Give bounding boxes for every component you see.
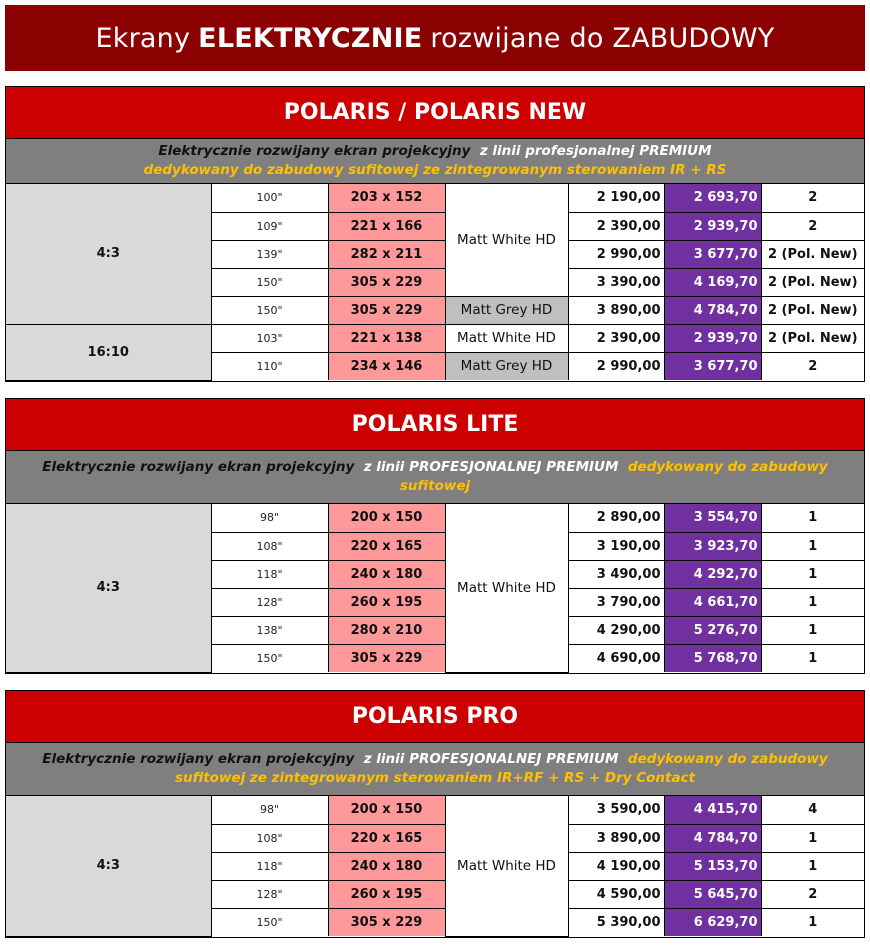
- page-banner: [5, 5, 865, 71]
- net-price-cell: 2 190,00: [568, 184, 664, 212]
- table-row: [6, 324, 864, 352]
- section-title: POLARIS LITE: [6, 399, 864, 451]
- diagonal-cell: 100": [211, 184, 328, 212]
- dimension-cell: 203 x 152: [328, 184, 445, 212]
- stock-cell: 2 (Pol. New): [761, 324, 864, 352]
- dimension-cell: 221 x 166: [328, 212, 445, 240]
- material-cell: Matt White HD: [445, 184, 568, 296]
- banner-text-pre: Ekrany: [95, 22, 191, 54]
- desc-white-text: z linii PROFESJONALNEJ PREMIUM: [363, 459, 619, 475]
- stock-cell: 2 (Pol. New): [761, 268, 864, 296]
- material-cell: Matt Grey HD: [445, 296, 568, 324]
- net-price-cell: 3 790,00: [568, 588, 664, 616]
- stock-cell: 2 (Pol. New): [761, 296, 864, 324]
- net-price-cell: 3 490,00: [568, 560, 664, 588]
- desc-white-text: z linii PROFESJONALNEJ PREMIUM: [363, 751, 619, 767]
- material-cell: Matt White HD: [445, 796, 568, 936]
- dimension-cell: 280 x 210: [328, 616, 445, 644]
- section-description: [6, 139, 864, 184]
- material-cell: Matt White HD: [445, 324, 568, 352]
- dimension-cell: 260 x 195: [328, 588, 445, 616]
- desc-black-text: Elektrycznie rozwijany ekran projekcyjny: [42, 751, 355, 767]
- net-price-cell: 3 390,00: [568, 268, 664, 296]
- diagonal-cell: 98": [211, 796, 328, 824]
- desc-yellow-text: dedykowany do zabudowy: [627, 459, 828, 475]
- dimension-cell: 305 x 229: [328, 644, 445, 672]
- net-price-cell: 3 890,00: [568, 824, 664, 852]
- material-cell: Matt White HD: [445, 504, 568, 672]
- dimension-cell: 221 x 138: [328, 324, 445, 352]
- net-price-cell: 2 990,00: [568, 352, 664, 380]
- stock-cell: 2: [761, 880, 864, 908]
- dimension-cell: 282 x 211: [328, 240, 445, 268]
- diagonal-cell: 150": [211, 296, 328, 324]
- gross-price-cell: 4 784,70: [664, 296, 761, 324]
- gross-price-cell: 3 554,70: [664, 504, 761, 532]
- diagonal-cell: 150": [211, 908, 328, 936]
- stock-cell: 4: [761, 796, 864, 824]
- gross-price-cell: 6 629,70: [664, 908, 761, 936]
- section-description: [6, 743, 864, 796]
- stock-cell: 2: [761, 352, 864, 380]
- stock-cell: 1: [761, 588, 864, 616]
- net-price-cell: 2 990,00: [568, 240, 664, 268]
- diagonal-cell: 128": [211, 880, 328, 908]
- desc-yellow-text: sufitowej: [399, 478, 471, 494]
- dimension-cell: 220 x 165: [328, 824, 445, 852]
- gross-price-cell: 5 768,70: [664, 644, 761, 672]
- diagonal-cell: 103": [211, 324, 328, 352]
- stock-cell: 2 (Pol. New): [761, 240, 864, 268]
- stock-cell: 2: [761, 212, 864, 240]
- dimension-cell: 260 x 195: [328, 880, 445, 908]
- net-price-cell: 2 390,00: [568, 212, 664, 240]
- diagonal-cell: 139": [211, 240, 328, 268]
- gross-price-cell: 5 645,70: [664, 880, 761, 908]
- aspect-ratio-cell: 4:3: [6, 184, 211, 324]
- gross-price-cell: 4 292,70: [664, 560, 761, 588]
- dimension-cell: 305 x 229: [328, 908, 445, 936]
- desc-white-text: z linii profesjonalnej PREMIUM: [479, 143, 712, 159]
- aspect-ratio-cell: 4:3: [6, 796, 211, 936]
- desc-yellow-text: sufitowej ze zintegrowanym sterowaniem IR+RF + RS + Dry Contact: [174, 770, 696, 786]
- gross-price-cell: 4 784,70: [664, 824, 761, 852]
- stock-cell: 1: [761, 616, 864, 644]
- gross-price-cell: 4 415,70: [664, 796, 761, 824]
- stock-cell: 1: [761, 852, 864, 880]
- net-price-cell: 2 890,00: [568, 504, 664, 532]
- dimension-cell: 234 x 146: [328, 352, 445, 380]
- price-table: [6, 184, 864, 381]
- price-table: [6, 504, 864, 673]
- net-price-cell: 4 190,00: [568, 852, 664, 880]
- diagonal-cell: 150": [211, 644, 328, 672]
- stock-cell: 1: [761, 824, 864, 852]
- section-polaris: [5, 86, 865, 382]
- diagonal-cell: 109": [211, 212, 328, 240]
- net-price-cell: 3 190,00: [568, 532, 664, 560]
- net-price-cell: 2 390,00: [568, 324, 664, 352]
- gross-price-cell: 4 169,70: [664, 268, 761, 296]
- section-description: [6, 451, 864, 504]
- stock-cell: 1: [761, 532, 864, 560]
- aspect-ratio-cell: 16:10: [6, 324, 211, 380]
- section-title: POLARIS PRO: [6, 691, 864, 743]
- diagonal-cell: 108": [211, 824, 328, 852]
- net-price-cell: 4 590,00: [568, 880, 664, 908]
- stock-cell: 1: [761, 560, 864, 588]
- dimension-cell: 200 x 150: [328, 504, 445, 532]
- net-price-cell: 5 390,00: [568, 908, 664, 936]
- diagonal-cell: 118": [211, 852, 328, 880]
- dimension-cell: 200 x 150: [328, 796, 445, 824]
- stock-cell: 2: [761, 184, 864, 212]
- diagonal-cell: 150": [211, 268, 328, 296]
- dimension-cell: 240 x 180: [328, 852, 445, 880]
- net-price-cell: 3 890,00: [568, 296, 664, 324]
- dimension-cell: 305 x 229: [328, 268, 445, 296]
- gross-price-cell: 2 939,70: [664, 324, 761, 352]
- price-table: [6, 796, 864, 937]
- gross-price-cell: 2 693,70: [664, 184, 761, 212]
- stock-cell: 1: [761, 908, 864, 936]
- gross-price-cell: 5 276,70: [664, 616, 761, 644]
- banner-text-post: rozwijane do ZABUDOWY: [430, 22, 775, 54]
- table-row: [6, 796, 864, 824]
- net-price-cell: 4 290,00: [568, 616, 664, 644]
- gross-price-cell: 2 939,70: [664, 212, 761, 240]
- table-row: [6, 184, 864, 212]
- desc-yellow-text: dedykowany do zabudowy sufitowej ze zintegrowanym sterowaniem IR + RS: [143, 162, 727, 178]
- section-polaris-pro: [5, 690, 865, 938]
- gross-price-cell: 3 923,70: [664, 532, 761, 560]
- dimension-cell: 220 x 165: [328, 532, 445, 560]
- aspect-ratio-cell: 4:3: [6, 504, 211, 672]
- desc-black-text: Elektrycznie rozwijany ekran projekcyjny: [158, 143, 471, 159]
- gross-price-cell: 5 153,70: [664, 852, 761, 880]
- stock-cell: 1: [761, 644, 864, 672]
- banner-text-bold: ELEKTRYCZNIE: [198, 22, 423, 54]
- diagonal-cell: 128": [211, 588, 328, 616]
- gross-price-cell: 4 661,70: [664, 588, 761, 616]
- diagonal-cell: 118": [211, 560, 328, 588]
- diagonal-cell: 108": [211, 532, 328, 560]
- section-polaris-lite: [5, 398, 865, 674]
- diagonal-cell: 110": [211, 352, 328, 380]
- diagonal-cell: 138": [211, 616, 328, 644]
- stock-cell: 1: [761, 504, 864, 532]
- dimension-cell: 240 x 180: [328, 560, 445, 588]
- diagonal-cell: 98": [211, 504, 328, 532]
- gross-price-cell: 3 677,70: [664, 352, 761, 380]
- gross-price-cell: 3 677,70: [664, 240, 761, 268]
- table-row: [6, 504, 864, 532]
- net-price-cell: 4 690,00: [568, 644, 664, 672]
- net-price-cell: 3 590,00: [568, 796, 664, 824]
- dimension-cell: 305 x 229: [328, 296, 445, 324]
- desc-black-text: Elektrycznie rozwijany ekran projekcyjny: [42, 459, 355, 475]
- material-cell: Matt Grey HD: [445, 352, 568, 380]
- section-title: POLARIS / POLARIS NEW: [6, 87, 864, 139]
- desc-yellow-text: dedykowany do zabudowy: [627, 751, 828, 767]
